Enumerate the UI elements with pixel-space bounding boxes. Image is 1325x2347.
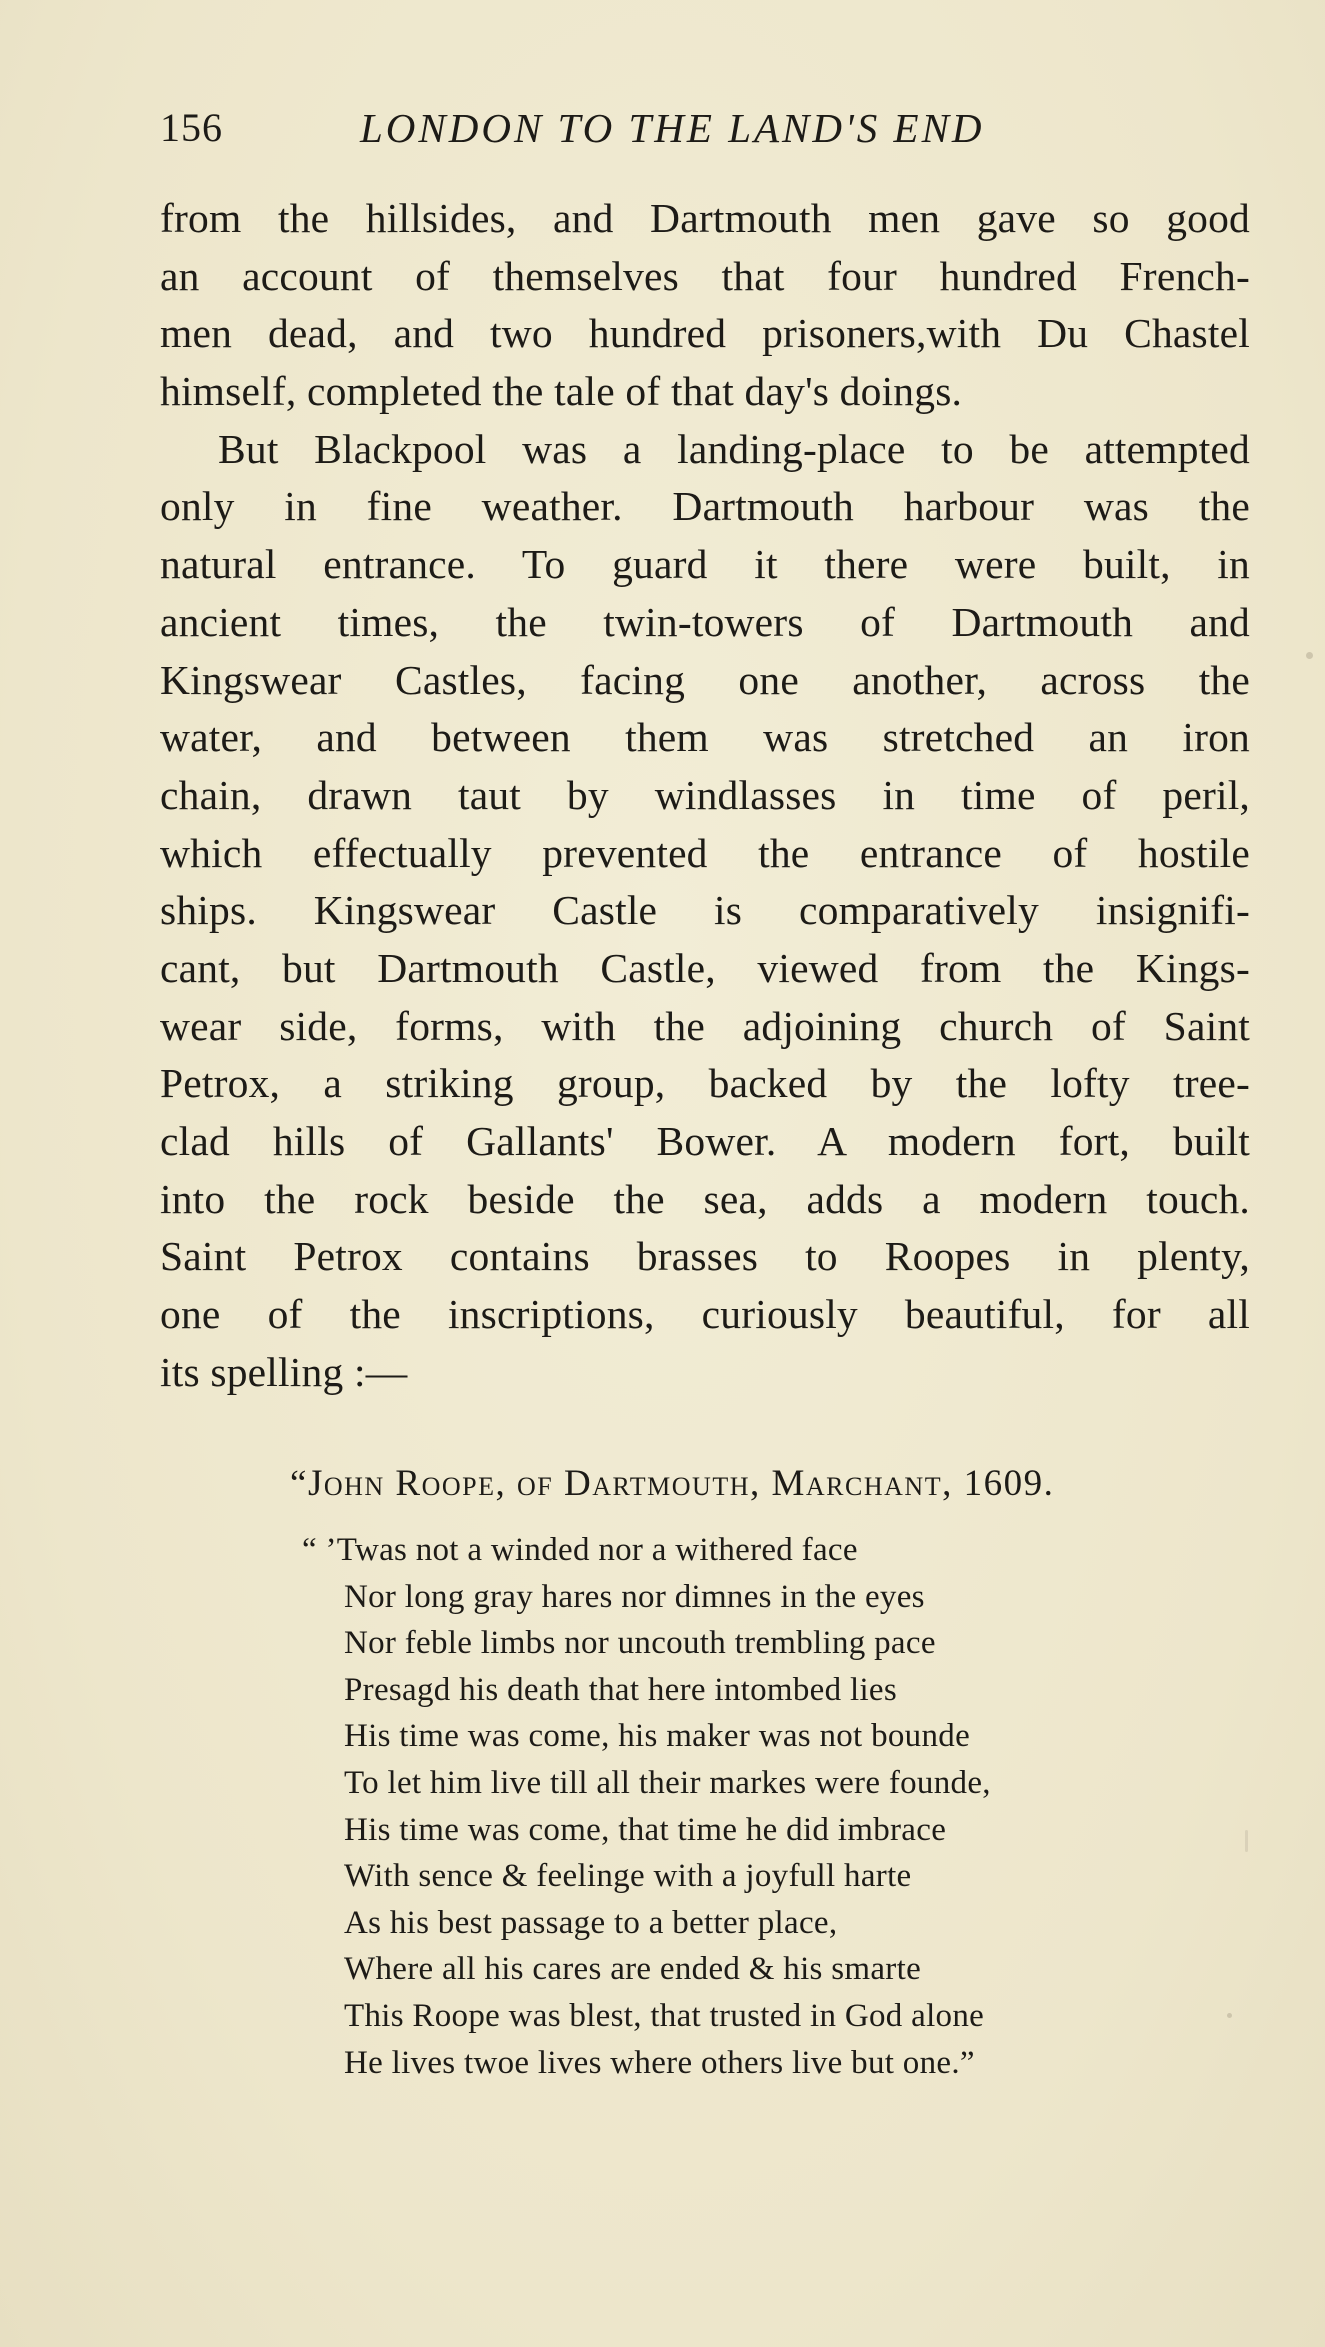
body-line: which effectually prevented the entrance of hostile bbox=[160, 829, 1250, 876]
body-line: chain, drawn taut by windlasses in time of peril, bbox=[160, 771, 1250, 818]
inscription-date: , 1609. bbox=[942, 1463, 1055, 1504]
body-line: only in fine weather. Dartmouth harbour was the bbox=[160, 483, 1250, 530]
poem-line: His time was come, his maker was not bounde bbox=[344, 1718, 971, 1755]
poem-line: Nor feble limbs nor uncouth trembling pace bbox=[344, 1625, 936, 1662]
poem-line: With sence & feelinge with a joyfull harte bbox=[344, 1858, 912, 1895]
inscription-separator: , bbox=[750, 1463, 772, 1504]
body-line: himself, completed the tale of that day's doings. bbox=[160, 368, 963, 415]
running-title: LONDON TO THE LAND'S END bbox=[360, 105, 985, 151]
body-line: ancient times, the twin-towers of Dartmouth and bbox=[160, 598, 1250, 645]
inscription-name: John Roope bbox=[307, 1463, 496, 1504]
body-line: its spelling :— bbox=[160, 1348, 408, 1395]
poem-line: Where all his cares are ended & his smarte bbox=[344, 1951, 922, 1988]
inscription-poem bbox=[302, 1527, 1202, 2086]
poem-line: “ ’Twas not a winded nor a withered face bbox=[302, 1532, 858, 1568]
paper-speck bbox=[1227, 2013, 1232, 2018]
paper-speck bbox=[1245, 1830, 1248, 1852]
body-line: one of the inscriptions, curiously beautiful, for all bbox=[160, 1291, 1250, 1338]
paper-speck bbox=[1306, 652, 1313, 659]
poem-line: Nor long gray hares nor dimnes in the eyes bbox=[344, 1578, 925, 1615]
body-line: clad hills of Gallants' Bower. A modern fort, built bbox=[160, 1118, 1250, 1164]
running-head bbox=[160, 104, 1250, 164]
body-line: Petrox, a striking group, backed by the lofty tree- bbox=[160, 1060, 1250, 1107]
page-number: 156 bbox=[160, 105, 223, 150]
body-line: wear side, forms, with the adjoining church of Saint bbox=[160, 1002, 1250, 1049]
body-line: an account of themselves that four hundred French- bbox=[160, 252, 1250, 299]
inscription-trade: Marchant bbox=[771, 1463, 943, 1504]
body-line: men dead, and two hundred prisoners,with Du Chastel bbox=[160, 310, 1250, 357]
body-text bbox=[160, 190, 1250, 1401]
poem-line: To let him live till all their markes were founde, bbox=[344, 1764, 991, 1801]
poem-line: He lives twoe lives where others live but one.” bbox=[344, 2044, 975, 2081]
poem-line: Presagd his death that here intombed lies bbox=[344, 1671, 897, 1708]
body-line: Kingswear Castles, facing one another, across the bbox=[160, 656, 1250, 703]
inscription-heading bbox=[290, 1462, 1160, 1505]
inscription-place: Dartmouth bbox=[564, 1463, 750, 1504]
body-line: from the hillsides, and Dartmouth men gave so good bbox=[160, 195, 1250, 241]
body-line: Saint Petrox contains brasses to Roopes in plenty, bbox=[160, 1233, 1250, 1280]
poem-line: As his best passage to a better place, bbox=[344, 1904, 838, 1941]
body-line: into the rock beside the sea, adds a modern touch. bbox=[160, 1175, 1250, 1222]
inscription-open-quote: “ bbox=[290, 1463, 308, 1504]
body-line: natural entrance. To guard it there were built, in bbox=[160, 541, 1250, 588]
body-line: cant, but Dartmouth Castle, viewed from the Kings- bbox=[160, 944, 1250, 991]
body-line: ships. Kingswear Castle is comparatively insignifi- bbox=[160, 887, 1250, 934]
poem-line: This Roope was blest, that trusted in God alone bbox=[344, 1997, 985, 2034]
poem-line: His time was come, that time he did imbrace bbox=[344, 1811, 947, 1848]
body-line: water, and between them was stretched an iron bbox=[160, 714, 1250, 761]
inscription-of: , of bbox=[495, 1463, 564, 1504]
body-line: But Blackpool was a landing-place to be attempted bbox=[218, 425, 1250, 472]
